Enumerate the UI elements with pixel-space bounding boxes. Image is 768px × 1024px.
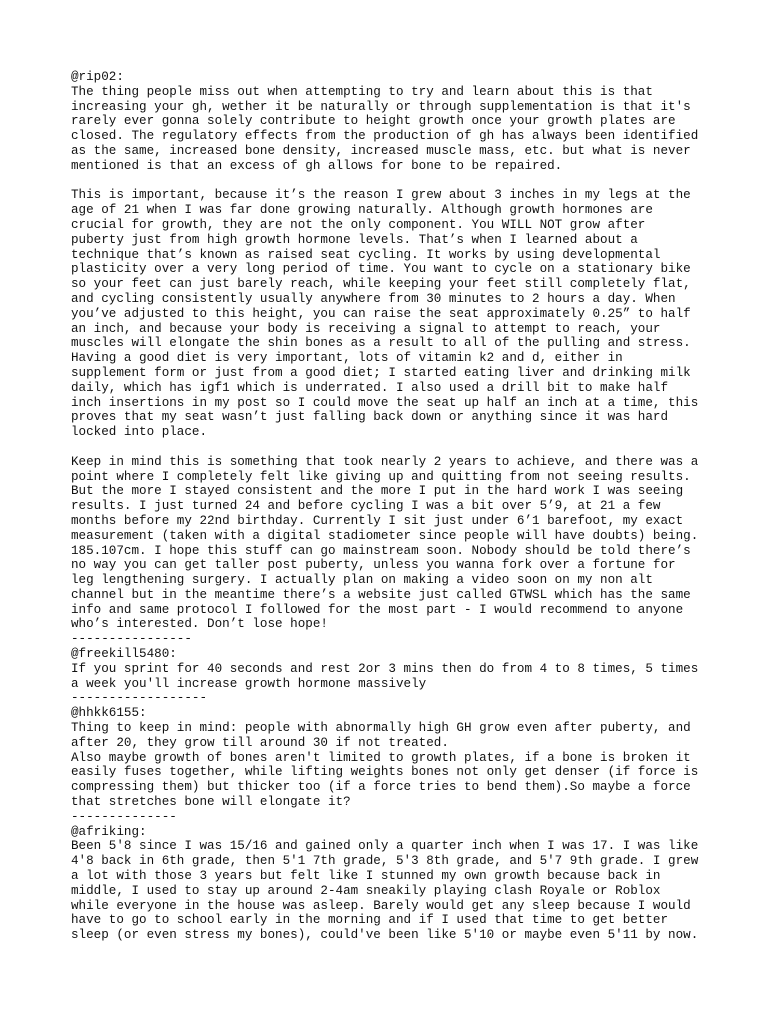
comment-text-line: closed. The regulatory effects from the production of gh has always been identified	[71, 129, 699, 144]
comment-text-line: mentioned is that an excess of gh allows for bone to be repaired.	[71, 158, 563, 173]
comment-block	[71, 825, 711, 943]
document-body	[71, 70, 711, 943]
comment-text-line: info and same protocol I followed for the most part - I would recommend to anyone	[71, 602, 684, 617]
comment-text-line: results. I just turned 24 and before cycling I was a bit over 5’9, at 21 a few	[71, 499, 661, 514]
comment-text-line: supplement form or just from a good diet; I started eating liver and drinking milk	[71, 365, 691, 380]
comment-text-line: have to go to school early in the morning and if I used that time to get better	[71, 913, 669, 928]
comment-text-line: channel but in the meantime there’s a website just called GTWSL which has the same	[71, 587, 691, 602]
comment-separator: ----------------	[71, 632, 192, 647]
comment-text-line: daily, which has igf1 which is underrated. I also used a drill bit to make half	[71, 380, 669, 395]
comment-text-line: This is important, because it’s the reason I grew about 3 inches in my legs at the	[71, 188, 691, 203]
comment-author: @rip02:	[71, 70, 124, 84]
comment-text-line: who’s interested. Don’t lose hope!	[71, 617, 328, 632]
comment-text-line: increasing your gh, wether it be naturally or through supplementation is that it's	[71, 99, 691, 114]
comment-text-line: 185.107cm. I hope this stuff can go mainstream soon. Nobody should be told there’s	[71, 543, 691, 558]
comment-block	[71, 706, 711, 824]
comment-text-line: inch insertions in my post so I could move the seat up half an inch at a time, this	[71, 395, 699, 410]
comment-text-line: compressing them) but thicker too (if a force tries to bend them).So maybe a force	[71, 780, 691, 795]
comment-text-line: rarely ever gonna solely contribute to height growth once your growth plates are	[71, 114, 676, 129]
comment-author: @hhkk6155:	[71, 706, 147, 721]
comment-text-line: Been 5'8 since I was 15/16 and gained only a quarter inch when I was 17. I was like	[71, 839, 699, 854]
comment-text-line: that stretches bone will elongate it?	[71, 795, 351, 810]
comment-text-line: puberty just from high growth hormone levels. That’s when I learned about a	[71, 232, 638, 247]
comment-text-line: an inch, and because your body is receiving a signal to attempt to reach, your	[71, 321, 661, 336]
comment-text-line: plasticity over a very long period of time. You want to cycle on a stationary bike	[71, 262, 691, 277]
comment-text-line: Keep in mind this is something that took nearly 2 years to achieve, and there was a	[71, 454, 699, 469]
comment-text-line: months before my 22nd birthday. Currently I sit just under 6’1 barefoot, my exact	[71, 513, 684, 528]
comment-block	[71, 647, 711, 706]
comment-text-line: Also maybe growth of bones aren't limited to growth plates, if a bone is broken it	[71, 750, 691, 765]
paragraph-break	[71, 440, 711, 455]
comment-text-line: locked into place.	[71, 425, 208, 440]
comment-text-line: measurement (taken with a digital stadiometer since people will have doubts) being.	[71, 528, 699, 543]
comment-separator: ------------------	[71, 691, 208, 706]
comment-text-line: Thing to keep in mind: people with abnormally high GH grow even after puberty, and	[71, 721, 691, 736]
comment-text-line: 4'8 back in 6th grade, then 5'1 7th grade, 5'3 8th grade, and 5'7 9th grade. I grew	[71, 854, 699, 869]
comment-block	[71, 70, 711, 647]
comment-text-line: easily fuses together, while lifting weights bones not only get denser (if force is	[71, 765, 699, 780]
comment-text-line: as the same, increased bone density, increased muscle mass, etc. but what is never	[71, 143, 691, 158]
comment-text-line: muscles will elongate the shin bones as a result to all of the pulling and stress.	[71, 336, 691, 351]
comment-text-line: after 20, they grow till around 30 if not treated.	[71, 735, 449, 750]
comment-text-line: crucial for growth, they are not the only component. You WILL NOT grow after	[71, 217, 646, 232]
comment-text-line: while everyone in the house was asleep. Barely would get any sleep because I would	[71, 898, 691, 913]
comment-text-line: Having a good diet is very important, lots of vitamin k2 and d, either in	[71, 351, 623, 366]
comment-text-line: and cycling consistently usually anywhere from 30 minutes to 2 hours a day. When	[71, 291, 676, 306]
comment-text-line: point where I completely felt like giving up and quitting from not seeing results.	[71, 469, 691, 484]
comment-text-line: a lot with those 3 years but felt like I stunned my own growth because back in	[71, 869, 661, 884]
comment-text-line: technique that’s known as raised seat cycling. It works by using developmental	[71, 247, 661, 262]
comment-text-line: no way you can get taller post puberty, unless you wanna fork over a fortune for	[71, 558, 676, 573]
comment-text-line: But the more I stayed consistent and the more I put in the hard work I was seeing	[71, 484, 684, 499]
comment-text-line: proves that my seat wasn’t just falling back down or anything since it was hard	[71, 410, 669, 425]
comment-text-line: you’ve adjusted to this height, you can raise the seat approximately 0.25” to half	[71, 306, 691, 321]
comment-separator: --------------	[71, 809, 177, 824]
comment-text-line: sleep (or even stress my bones), could've been like 5'10 or maybe even 5'11 by now.	[71, 928, 699, 943]
paragraph-break	[71, 174, 711, 189]
comment-text-line: middle, I used to stay up around 2-4am sneakily playing clash Royale or Roblox	[71, 883, 661, 898]
comment-text-line: leg lengthening surgery. I actually plan on making a video soon on my non alt	[71, 573, 653, 588]
comment-text-line: If you sprint for 40 seconds and rest 2or 3 mins then do from 4 to 8 times, 5 times	[71, 661, 699, 676]
comment-author: @afriking:	[71, 824, 147, 839]
comment-text-line: a week you'll increase growth hormone massively	[71, 676, 427, 691]
comment-text-line: age of 21 when I was far done growing naturally. Although growth hormones are	[71, 203, 653, 218]
comment-text-line: The thing people miss out when attempting to try and learn about this is that	[71, 84, 653, 99]
comment-text-line: so your feet can just barely reach, while keeping your feet still completely flat,	[71, 277, 691, 292]
comment-author: @freekill5480:	[71, 647, 177, 662]
